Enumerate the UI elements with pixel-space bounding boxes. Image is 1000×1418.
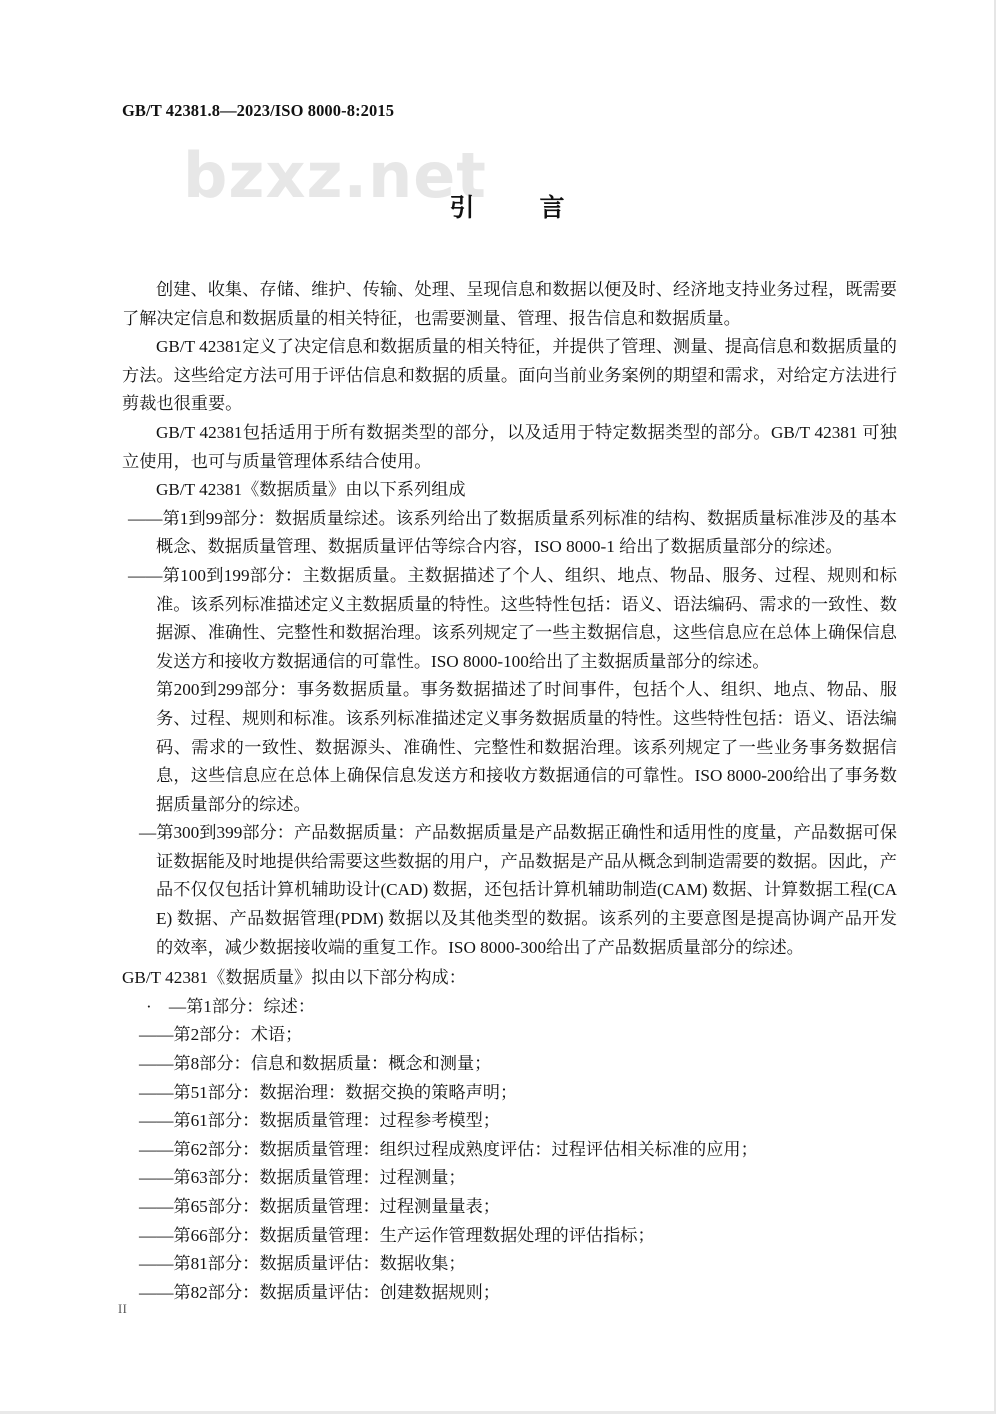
paragraph: GB/T 42381《数据质量》由以下系列组成 bbox=[156, 480, 466, 500]
part-list-item bbox=[122, 1107, 897, 1136]
part-list-item bbox=[122, 1279, 897, 1308]
part-list-label: 第65部分：数据质量管理：过程测量量表； bbox=[173, 1197, 500, 1216]
page-title bbox=[0, 188, 994, 224]
series-list-item: —第300到399部分：产品数据质量：产品数据质量是产品数据正确性和适用性的度量，产品数据可保证数据能及时地提供给需要这些数据的用户，产品数据是产品从概念到制造需要的数据。因此，产品不仅仅包括计算机辅助设计(CAD) 数据，还包括计算机辅助制造(CAM) 数据、计算数据工程(CAE) 数据、产品数据管理(PDM) 数据以及其他类型的数据。该系列的主要意图是提高协调产品开发的效率，减少数据接收端的重复工作。ISO 8000-300给出了产品数据质量部分的综述。 bbox=[139, 823, 897, 957]
page-title-text: 引 言 bbox=[449, 195, 585, 222]
part-list-item bbox=[122, 1136, 897, 1165]
part-list-label: 第1部分：综述： bbox=[186, 996, 316, 1016]
part-list-marker: —— bbox=[139, 1197, 174, 1216]
series-list-item: 第200到299部分：事务数据质量。事务数据描述了时间事件，包括个人、组织、地点、物品、服务、过程、规则和标准。该系列标准描述定义事务数据质量的特性。这些特性包括：语义、语法编码、需求的一致性、数据源头、准确性、完整性和数据治理。该系列规定了一些业务事务数据信息，这些信息应在总体上确保信息发送方和接收方数据通信的可靠性。ISO 8000-200给出了事务数据质量部分的综述。 bbox=[156, 680, 897, 814]
watermark-text: bzxz.net bbox=[183, 139, 487, 212]
part-list-label: 第63部分：数据质量管理：过程测量； bbox=[173, 1168, 466, 1188]
part-list-marker: —— bbox=[139, 1168, 174, 1188]
part-list-marker: —— bbox=[139, 1139, 174, 1159]
part-list-label: 第81部分：数据质量评估：数据收集； bbox=[173, 1254, 466, 1274]
part-list-label: 第66部分：数据质量管理：生产运作管理数据处理的评估指标； bbox=[173, 1225, 655, 1245]
series-list-item: ——第1到99部分：数据质量综述。该系列给出了数据质量系列标准的结构、数据质量标准涉及的基本概念、数据质量管理、数据质量评估等综合内容，ISO 8000-1 给出了数据质量部分的综述。 bbox=[128, 508, 897, 557]
part-list-label: 第2部分：术语； bbox=[173, 1025, 303, 1045]
part-list-item bbox=[122, 1079, 897, 1108]
part-list-label: 第82部分：数据质量评估：创建数据规则； bbox=[173, 1282, 500, 1302]
parts-list-intro: GB/T 42381《数据质量》拟由以下部分构成： bbox=[122, 968, 466, 988]
part-list-marker: —— bbox=[139, 1025, 174, 1045]
part-list-item bbox=[122, 1193, 897, 1222]
part-list-marker: —— bbox=[139, 1254, 174, 1274]
part-list-item bbox=[122, 1050, 897, 1079]
page-number: II bbox=[118, 1302, 128, 1316]
part-list-item bbox=[122, 993, 897, 1022]
paragraph: GB/T 42381包括适用于所有数据类型的部分，以及适用于特定数据类型的部分。GB/T 42381 可独立使用，也可与质量管理体系结合使用。 bbox=[122, 422, 897, 471]
body-content bbox=[122, 276, 897, 1307]
part-list-marker: · — bbox=[146, 996, 187, 1016]
part-list-marker: —— bbox=[139, 1054, 174, 1074]
series-list-item: ——第100到199部分：主数据质量。主数据描述了个人、组织、地点、物品、服务、过程、规则和标准。该系列标准描述定义主数据质量的特性。这些特性包括：语义、语法编码、需求的一致性、数据源、准确性、完整性和数据治理。该系列规定了一些主数据信息，这些信息应在总体上确保信息发送方和接收方数据通信的可靠性。ISO 8000-100给出了主数据质量部分的综述。 bbox=[128, 565, 897, 671]
part-list-item bbox=[122, 1222, 897, 1251]
part-list-item bbox=[122, 1021, 897, 1050]
part-list-label: 第51部分：数据治理：数据交换的策略声明； bbox=[173, 1082, 518, 1102]
part-list-label: 第62部分：数据质量管理：组织过程成熟度评估：过程评估相关标准的应用； bbox=[173, 1139, 758, 1159]
part-list-label: 第8部分：信息和数据质量：概念和测量； bbox=[173, 1054, 492, 1074]
paragraph: 创建、收集、存储、维护、传输、处理、呈现信息和数据以便及时、经济地支持业务过程，既需要了解决定信息和数据质量的相关特征，也需要测量、管理、报告信息和数据质量。 bbox=[122, 280, 897, 328]
part-list-item bbox=[122, 1164, 897, 1193]
part-list-marker: —— bbox=[139, 1225, 174, 1245]
part-list-item bbox=[122, 1250, 897, 1279]
document-header-standard-number: GB/T 42381.8—2023/ISO 8000-8:2015 bbox=[122, 101, 395, 120]
part-list-marker: —— bbox=[139, 1111, 174, 1131]
part-list-marker: —— bbox=[139, 1282, 174, 1302]
part-list-label: 第61部分：数据质量管理：过程参考模型； bbox=[173, 1111, 500, 1131]
part-list-marker: —— bbox=[139, 1082, 174, 1102]
paragraph: GB/T 42381定义了决定信息和数据质量的相关特征，并提供了管理、测量、提高信息和数据质量的方法。这些给定方法可用于评估信息和数据的质量。面向当前业务案例的期望和需求，对给定方法进行剪裁也很重要。 bbox=[122, 337, 897, 414]
